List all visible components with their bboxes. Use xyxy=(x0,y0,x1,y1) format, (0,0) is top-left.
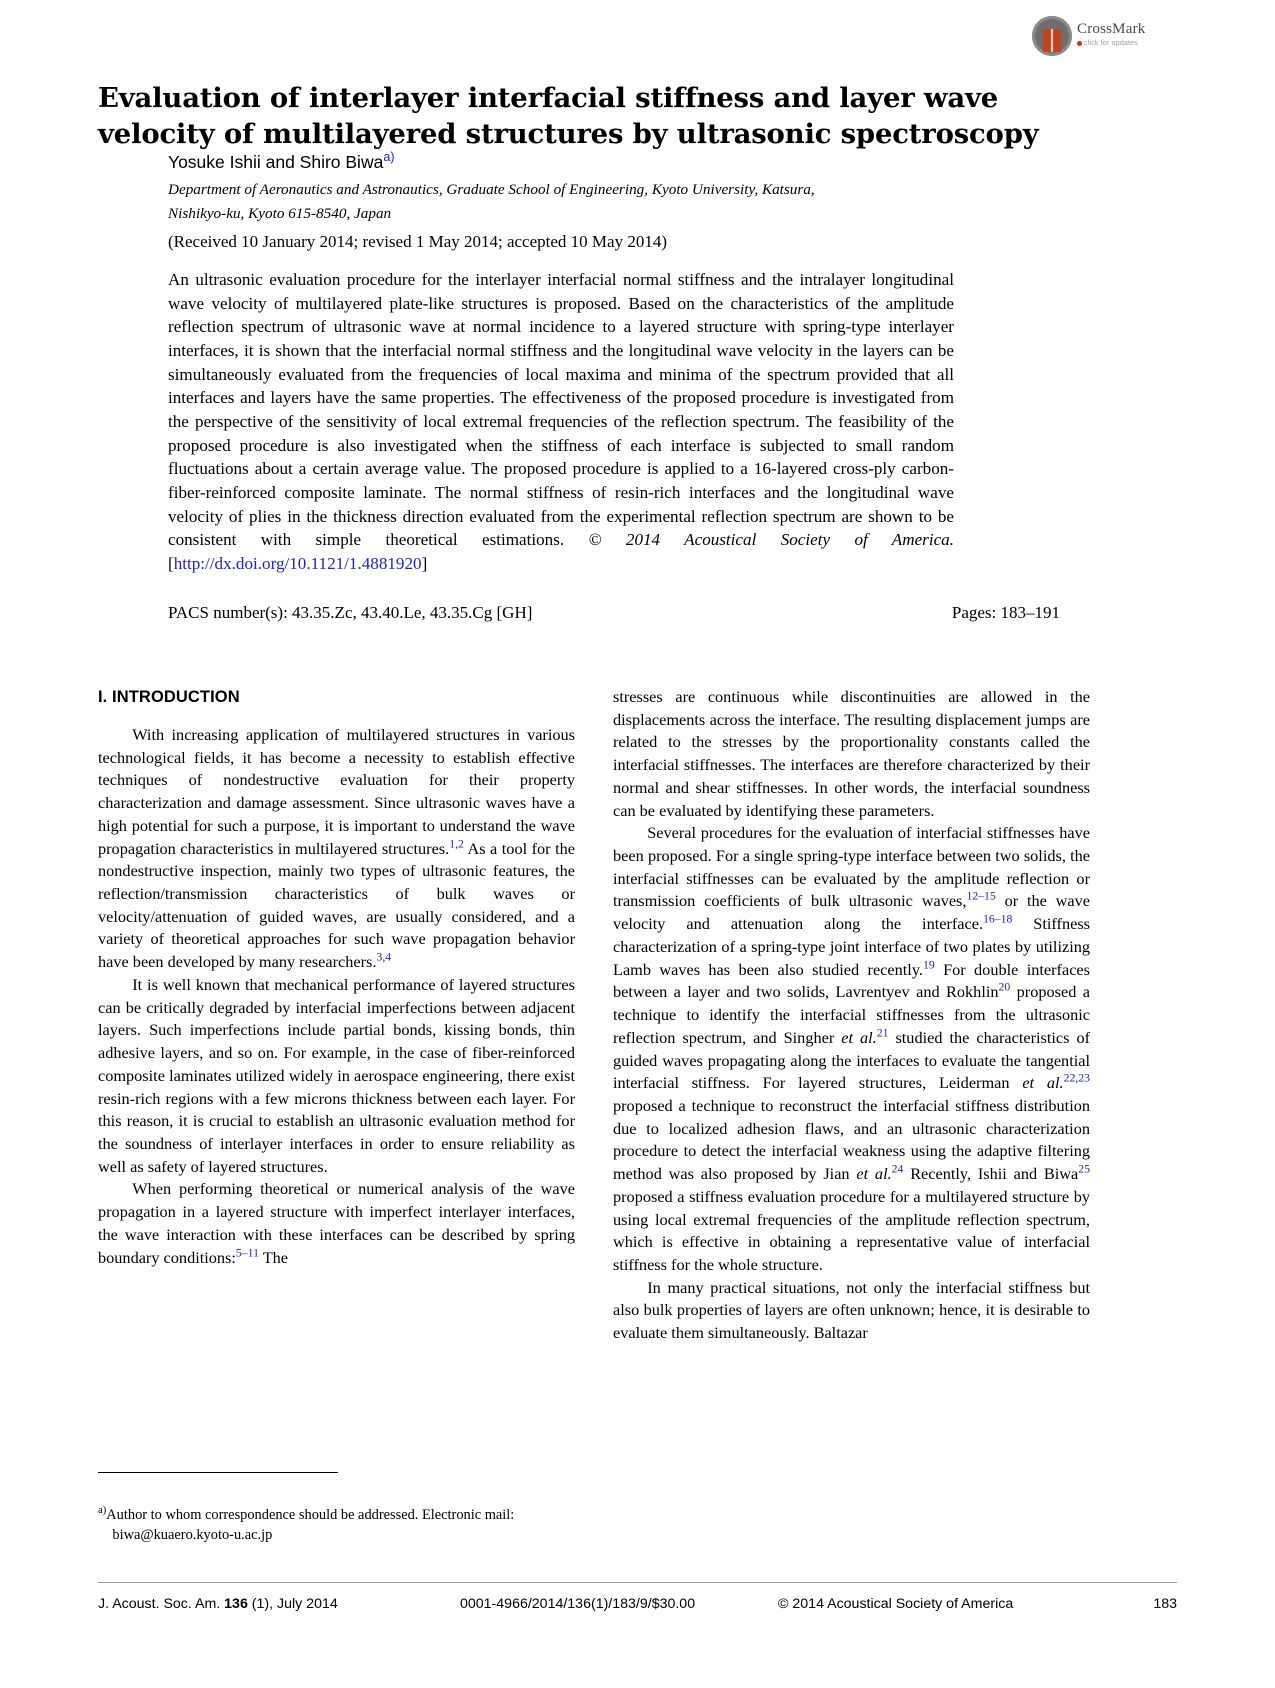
abstract xyxy=(168,268,954,576)
doi-link[interactable]: http://dx.doi.org/10.1121/1.4881920 xyxy=(173,554,422,574)
citation-ref-20[interactable]: 20 xyxy=(998,980,1011,994)
paragraph-right-2 xyxy=(613,822,1090,1276)
doi-bracket-open: [ xyxy=(168,554,174,574)
footer-copyright: © 2014 Acoustical Society of America xyxy=(778,1596,1014,1612)
etal-2: et al. xyxy=(1022,1073,1064,1093)
paragraph-left-2 xyxy=(98,974,575,1178)
column-left xyxy=(98,686,575,1269)
p-right-2g: proposed a technique to reconstruct the interfacial stiffness distribution due to localized adhesion flaws, and an ultrasonic characterization procedure to detect the interfacial weakness using the adaptive filtering method was also proposed by Jian xyxy=(613,1095,1090,1184)
citation-ref-16-18[interactable]: 16–18 xyxy=(983,912,1013,926)
etal-1: et al. xyxy=(841,1027,877,1047)
footnote xyxy=(98,1506,575,1545)
p-right-2e: proposed a technique to identify the interfacial stiffnesses from the ultrasonic reflection spectrum, and Singher xyxy=(613,982,1090,1047)
affiliation xyxy=(168,178,958,225)
p-right-3a: In many practical situations, not only the interfacial stiffness but also bulk properties of layers are often unknown; hence, it is desirable to evaluate them simultaneously. Baltazar xyxy=(613,1277,1090,1343)
crossmark-badge[interactable] xyxy=(1032,12,1152,60)
footnote-body xyxy=(98,1507,514,1523)
paragraph-left-1 xyxy=(98,724,575,974)
paragraph-right-3 xyxy=(613,1277,1090,1345)
crossmark-label: CrossMark xyxy=(1077,21,1146,37)
p-left-3a: When performing theoretical or numerical analysis of the wave propagation in a layered structure with imperfect interlayer interfaces, the wave interaction with these interfaces can be described by spring boundary conditions: xyxy=(98,1179,575,1267)
footnote-divider xyxy=(98,1472,338,1473)
footer-divider xyxy=(98,1582,1177,1583)
p-left-3b: The xyxy=(258,1247,289,1267)
received-dates: (Received 10 January 2014; revised 1 May 2014; accepted 10 May 2014) xyxy=(168,232,667,251)
footnote-text: Author to whom correspondence should be addressed. Electronic mail: xyxy=(106,1507,515,1523)
p-right-2a: Several procedures for the evaluation of interfacial stiffnesses have been proposed. For a single spring-type interface between two solids, the interfacial stiffnesses can be evaluated by the amplitude reflection or transmission coefficients of bulk ultrasonic waves, xyxy=(613,823,1090,911)
p-right-2c: Stiffness characterization of a spring-type joint interface of two plates by utilizing Lamb waves has been also studied recently. xyxy=(613,914,1090,979)
footer-journal-prefix: J. Acoust. Soc. Am. xyxy=(98,1596,225,1612)
citation-ref-5-11[interactable]: 5–11 xyxy=(235,1246,259,1260)
citation-ref-3-4[interactable]: 3,4 xyxy=(376,950,392,964)
abstract-copyright: © 2014 Acoustical Society of America. xyxy=(588,530,954,550)
affiliation-line-2: Nishikyo-ku, Kyoto 615-8540, Japan xyxy=(168,204,392,222)
author-list xyxy=(168,152,968,173)
citation-ref-1-2[interactable]: 1,2 xyxy=(449,837,464,851)
citation-ref-24[interactable]: 24 xyxy=(891,1162,904,1176)
p-right-2i: proposed a stiffness evaluation procedure for a multilayered structure by using local extremal frequencies of the amplitude reflection spectrum, which is effective in obtaining a representative value of interfacial stiffness for the whole structure. xyxy=(613,1186,1090,1274)
crossmark-disc-icon xyxy=(1032,16,1072,56)
doi-bracket-close: ] xyxy=(421,554,428,574)
p-left-1b: As a tool for the nondestructive inspection, mainly two types of ultrasonic features, the reflection/transmission characteristics of bulk waves or velocity/attenuation of guided waves, are usually considered, and a variety of theoretical approaches for such wave propagation behavior have been developed by many researchers. xyxy=(98,838,575,972)
paragraph-right-1 xyxy=(613,686,1090,822)
p-right-2f: studied the characteristics of guided waves propagating along the interfaces to evaluate the tangential interfacial stiffness. For layered structures, Leiderman xyxy=(613,1027,1091,1093)
crossmark-subtitle: click for updates xyxy=(1084,40,1138,47)
footer-journal xyxy=(98,1596,338,1612)
pacs-line xyxy=(168,603,1060,623)
section-heading-introduction: I. INTRODUCTION xyxy=(98,688,240,706)
p-right-2d: For double interfaces between a layer and two solids, Lavrentyev and Rokhlin xyxy=(613,959,1090,1002)
abstract-text: An ultrasonic evaluation procedure for the interlayer interfacial normal stiffness and the intralayer longitudinal wave velocity of multilayered plate-like structures is proposed. Based on the characteristics of the amplitude reflection spectrum of ultrasonic wave at normal incidence to a layered structure with spring-type interlayer interfaces, it is shown that the interfacial normal stiffness and the longitudinal wave velocity in the layers can be simultaneously evaluated from the frequencies of local maxima and minima of the spectrum provided that all interfaces and layers have the same properties. The effectiveness of the proposed procedure is investigated from the perspective of the sensitivity of local extremal frequencies of the reflection spectrum. The feasibility of the proposed procedure is also investigated when the stiffness of each interface is subjected to small random fluctuations about a certain average value. The proposed procedure is applied to a 16-layered cross-ply carbon-fiber-reinforced composite laminate. The normal stiffness of resin-rich interfaces and the longitudinal wave velocity of plies in the thickness direction evaluated from the experimental reflection spectrum are shown to be consistent with simple theoretical estimations. xyxy=(168,270,954,550)
footer-journal-suffix: (1), July 2014 xyxy=(247,1596,338,1612)
citation-ref-21[interactable]: 21 xyxy=(876,1026,889,1040)
column-right xyxy=(613,686,1090,1345)
page-range: Pages: 183–191 xyxy=(951,603,1060,622)
page-title: Evaluation of interlayer interfacial stiffness and layer wave velocity of multilayered structures by ultrasonic spectroscopy xyxy=(98,82,1039,151)
affiliation-line-1: Department of Aeronautics and Astronautics, Graduate School of Engineering, Kyoto University, Katsura, xyxy=(168,181,815,198)
footer-page-number: 183 xyxy=(1153,1596,1177,1612)
author-names: Yosuke Ishii and Shiro Biwa xyxy=(168,152,384,172)
etal-3: et al. xyxy=(856,1164,892,1184)
footnote-marker: a) xyxy=(98,1505,107,1517)
crossmark-subtitle-wrap xyxy=(1077,40,1138,47)
author-footnote-marker[interactable]: a) xyxy=(383,150,395,165)
citation-ref-25[interactable]: 25 xyxy=(1078,1162,1091,1176)
p-right-1a: stresses are continuous while discontinuities are allowed in the displacements across the interface. The resulting displacement jumps are related to the stresses by the proportionality constants called the interfacial stiffnesses. The interfaces are therefore characterized by their normal and shear stiffnesses. In other words, the interfacial soundness can be evaluated by identifying these parameters. xyxy=(613,687,1090,820)
citation-ref-19[interactable]: 19 xyxy=(922,958,935,972)
p-right-2h: Recently, Ishii and Biwa xyxy=(903,1164,1079,1184)
footer-volume: 136 xyxy=(224,1596,248,1612)
paragraph-left-3 xyxy=(98,1178,575,1269)
pacs-numbers: PACS number(s): 43.35.Zc, 43.40.Le, 43.35.Cg [GH] xyxy=(168,603,533,622)
citation-ref-22-23[interactable]: 22,23 xyxy=(1063,1071,1090,1085)
p-left-2a: It is well known that mechanical performance of layered structures can be critically degraded by interfacial imperfections between adjacent layers. Such imperfections include partial bonds, kissing bonds, thin adhesive layers, and so on. For example, in the case of fiber-reinforced composite laminates utilized widely in aerospace engineering, there exist resin-rich regions with a few microns thickness between each layer. For this reason, it is crucial to establish an ultrasonic evaluation method for the soundness of interlayer interfaces in order to ensure reliability as well as safety of layered structures. xyxy=(98,974,575,1176)
p-right-2b: or the wave velocity and attenuation along the interface. xyxy=(613,891,1090,934)
footer-issn: 0001-4966/2014/136(1)/183/9/$30.00 xyxy=(460,1596,696,1612)
crossmark-dot-icon xyxy=(1077,41,1082,46)
citation-ref-12-15[interactable]: 12–15 xyxy=(966,890,996,904)
p-left-1a: With increasing application of multilayered structures in various technological fields, it has become a necessity to establish effective techniques of nondestructive evaluation for their property characterization and damage assessment. Since ultrasonic waves have a high potential for such a purpose, it is important to understand the wave propagation characteristics in multilayered structures. xyxy=(98,725,575,858)
crossmark-book-icon xyxy=(1043,29,1061,52)
footnote-email[interactable]: biwa@kuaero.kyoto-u.ac.jp xyxy=(112,1526,273,1543)
